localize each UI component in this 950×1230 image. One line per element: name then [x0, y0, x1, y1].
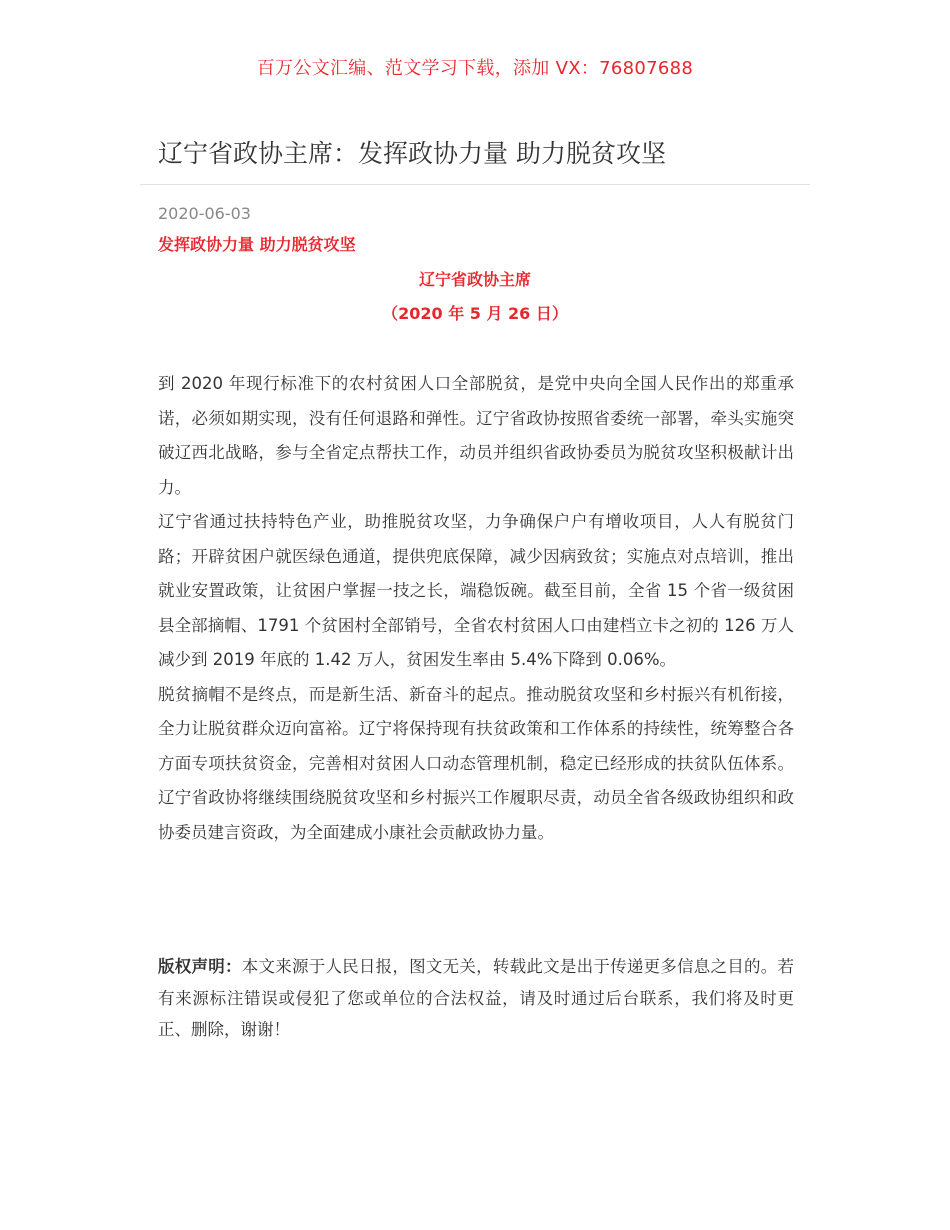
- article-subtitle: 发挥政协力量 助力脱贫攻坚: [158, 235, 356, 254]
- body-paragraph-1: 到 2020 年现行标准下的农村贫困人口全部脱贫，是党中央向全国人民作出的郑重承诺，必须如期实现，没有任何退路和弹性。辽宁省政协按照省委统一部署，牵头实施突破辽西北战略，参与全省定点帮扶工作，动员并组织省政协委员为脱贫攻坚积极献计出力。: [158, 374, 794, 497]
- article-date: 2020-06-03: [158, 204, 251, 223]
- body-paragraph-2: 辽宁省通过扶持特色产业，助推脱贫攻坚，力争确保户户有增收项目，人人有脱贫门路；开辟贫困户就医绿色通道，提供兜底保障，减少因病致贫；实施点对点培训，推出就业安置政策，让贫困户掌握一技之长，端稳饭碗。截至目前，全省 15 个省一级贫困县全部摘帽、1791 个贫困村全部销号，全省农村贫困人口由建档立卡之初的 126 万人减少到 2019 年底的 1.42 万人，贫困发生率由 5.4%下降到 0.06%。: [158, 512, 794, 669]
- article-publish-date: （2020 年 5 月 26 日）: [382, 304, 568, 323]
- copyright-notice: [158, 951, 794, 1046]
- article-author: 辽宁省政协主席: [418, 270, 531, 289]
- copyright-label: 版权声明：: [158, 957, 242, 976]
- title-divider: [140, 184, 810, 185]
- promo-banner: 百万公文汇编、范文学习下载，添加 VX：76807688: [256, 58, 694, 79]
- body-paragraph-3: 脱贫摘帽不是终点，而是新生活、新奋斗的起点。推动脱贫攻坚和乡村振兴有机衔接，全力让脱贫群众迈向富裕。辽宁将保持现有扶贫政策和工作体系的持续性，统筹整合各方面专项扶贫资金，完善相对贫困人口动态管理机制，稳定已经形成的扶贫队伍体系。辽宁省政协将继续围绕脱贫攻坚和乡村振兴工作履职尽责，动员全省各级政协组织和政协委员建言资政，为全面建成小康社会贡献政协力量。: [158, 684, 794, 842]
- article-body: [158, 367, 794, 850]
- article-title: 辽宁省政协主席：发挥政协力量 助力脱贫攻坚: [158, 139, 666, 168]
- copyright-text: 本文来源于人民日报，图文无关，转载此文是出于传递更多信息之目的。若有来源标注错误或侵犯了您或单位的合法权益，请及时通过后台联系，我们将及时更正、删除，谢谢！: [158, 957, 795, 1039]
